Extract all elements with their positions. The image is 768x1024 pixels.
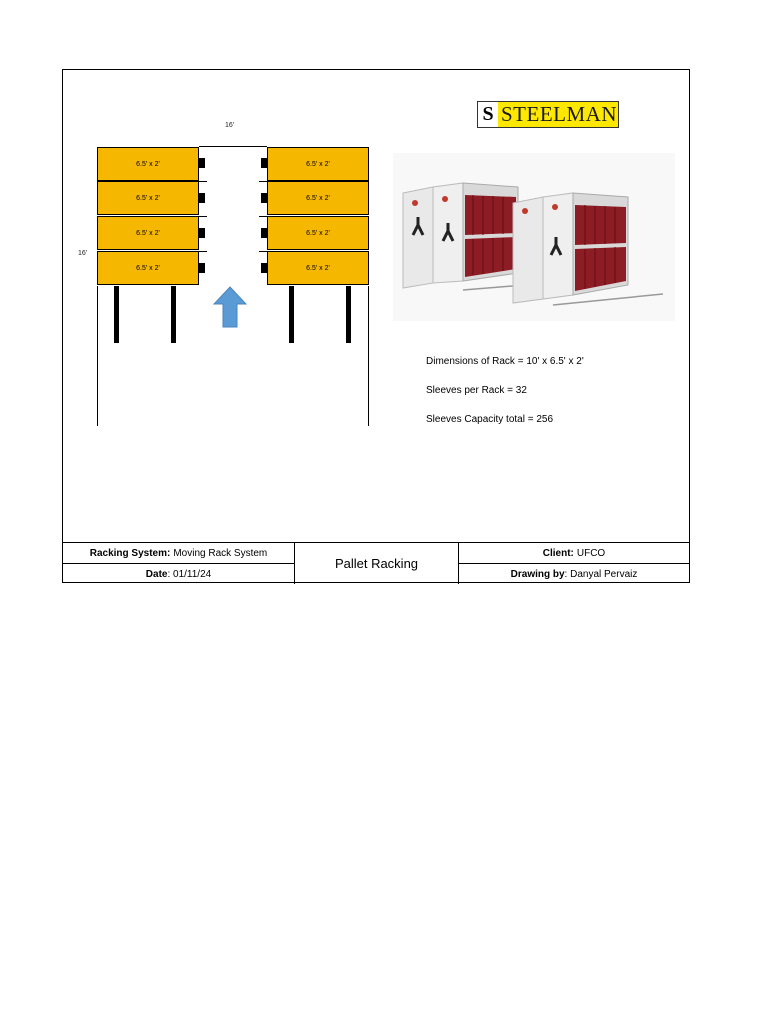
rack-post (171, 286, 176, 343)
rack-right-2 (267, 181, 369, 215)
rack-handle-mark (261, 263, 267, 273)
drawn-by-cell (459, 564, 689, 584)
rack-handle-mark (199, 193, 205, 203)
spec-sleeves-per-rack: Sleeves per Rack = 32 (426, 385, 527, 396)
rack-label: 6.5' x 2' (306, 229, 330, 237)
rack-handle-mark (261, 228, 267, 238)
client-cell (459, 543, 689, 564)
rack-handle-mark (199, 263, 205, 273)
rack-post (346, 286, 351, 343)
rack-handle-mark (199, 228, 205, 238)
room-wall-right (368, 286, 369, 426)
rack-right-1 (267, 147, 369, 181)
title-block (63, 542, 689, 584)
rack-label: 6.5' x 2' (136, 194, 160, 202)
up-arrow-icon (213, 286, 247, 328)
rack-post (289, 286, 294, 343)
date-label: Date (145, 568, 168, 580)
dimension-side: 16' (78, 250, 88, 257)
drawn-by-value: : Danyal Pervaiz (564, 568, 638, 580)
rack-label: 6.5' x 2' (306, 160, 330, 168)
logo-mark: S (478, 102, 498, 127)
rack-label: 6.5' x 2' (306, 194, 330, 202)
client-label: Client: (542, 547, 574, 559)
date-cell (63, 564, 295, 584)
rack-handle-mark (261, 158, 267, 168)
racking-system-value: Moving Rack System (173, 547, 268, 559)
rack-label: 6.5' x 2' (136, 229, 160, 237)
client-value: UFCO (576, 547, 606, 559)
drawing-sheet (62, 69, 690, 583)
rack-handle-mark (261, 193, 267, 203)
rack-left-2 (97, 181, 199, 215)
aisle-top-line (199, 146, 267, 147)
divider-tick (259, 216, 267, 217)
mobile-rack-photo (393, 153, 675, 321)
drawn-by-label: Drawing by (510, 568, 565, 580)
racking-system-label: Racking System: (89, 547, 171, 559)
divider-tick (259, 251, 267, 252)
dimension-top: 16' (225, 122, 235, 129)
divider-tick (199, 216, 207, 217)
divider-tick (199, 251, 207, 252)
divider-tick (259, 181, 267, 182)
drawing-title: Pallet Racking (295, 543, 459, 584)
rack-left-4 (97, 251, 199, 285)
date-value: : 01/11/24 (167, 568, 212, 580)
rack-handle-mark (199, 158, 205, 168)
rack-right-3 (267, 216, 369, 250)
rack-left-3 (97, 216, 199, 250)
rack-right-4 (267, 251, 369, 285)
rack-post (114, 286, 119, 343)
logo-wordmark: STEELMAN (498, 102, 618, 127)
rack-left-1 (97, 147, 199, 181)
rack-label: 6.5' x 2' (136, 160, 160, 168)
racking-system-cell (63, 543, 295, 564)
rack-label: 6.5' x 2' (306, 264, 330, 272)
room-wall-left (97, 286, 98, 426)
spec-dimensions: Dimensions of Rack = 10' x 6.5' x 2' (426, 356, 584, 367)
spec-capacity-total: Sleeves Capacity total = 256 (426, 414, 554, 425)
steelman-logo (477, 101, 619, 128)
divider-tick (199, 181, 207, 182)
rack-label: 6.5' x 2' (136, 264, 160, 272)
